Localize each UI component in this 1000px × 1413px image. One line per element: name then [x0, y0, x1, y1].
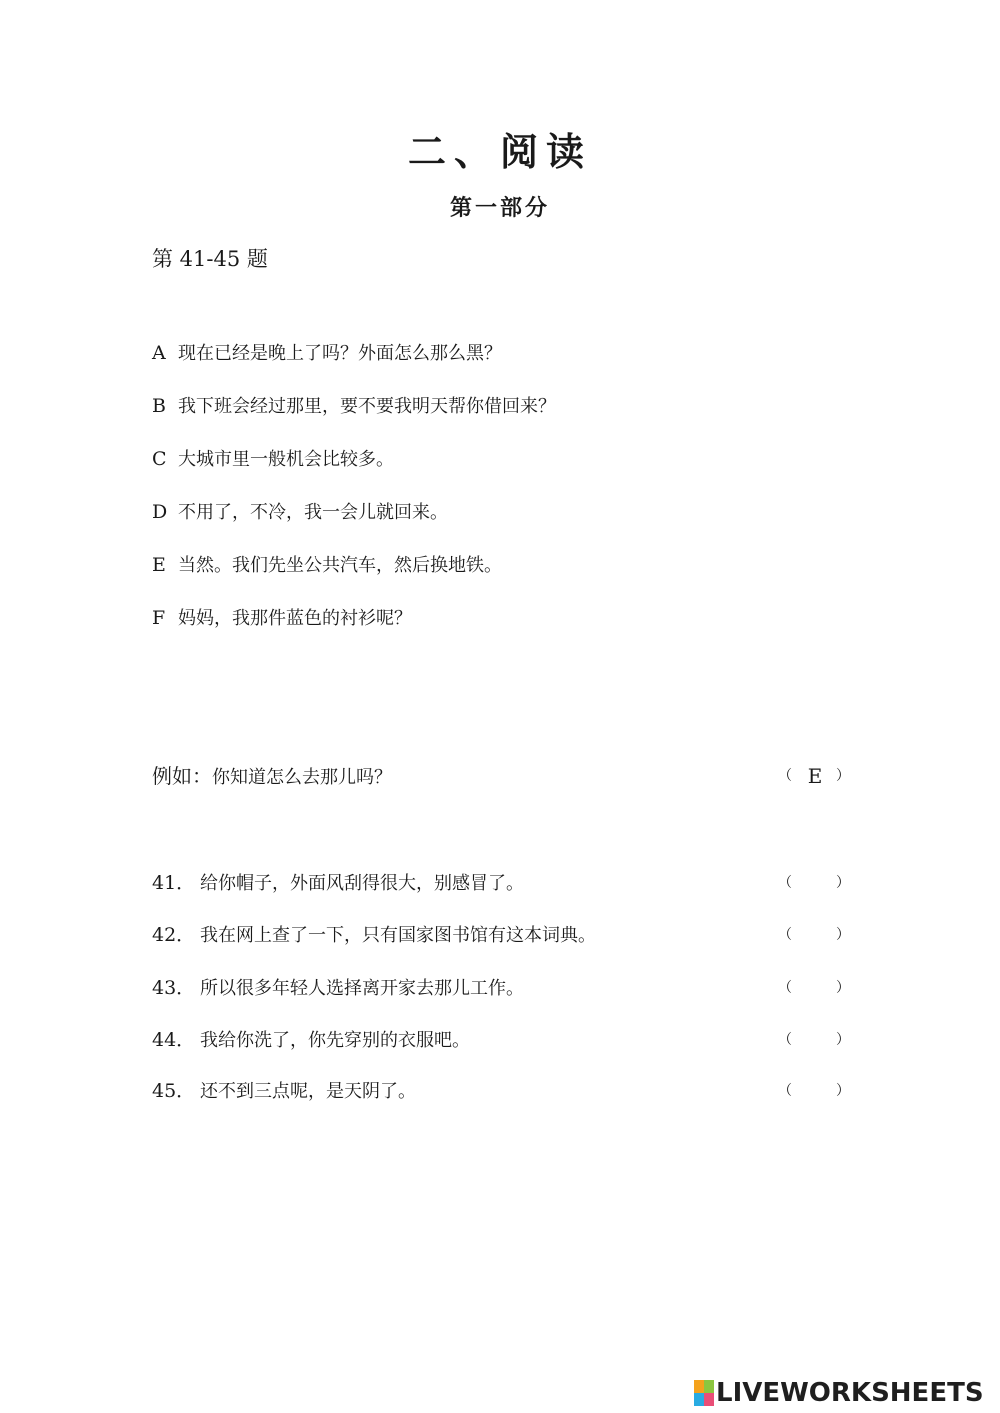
option-letter: C [152, 448, 167, 470]
option-b [152, 393, 556, 420]
option-f [152, 605, 412, 632]
question-text: 给你帽子，外面风刮得很大，别感冒了。 [200, 873, 524, 894]
option-text: 大城市里一般机会比较多。 [178, 449, 394, 470]
option-letter: D [152, 501, 168, 523]
option-text: 当然。我们先坐公共汽车，然后换地铁。 [178, 555, 502, 576]
page-title: 二、阅读 [407, 130, 592, 174]
logo-square-2 [704, 1380, 714, 1393]
paren-close: ） [836, 1083, 850, 1099]
logo-square-3 [694, 1393, 704, 1406]
liveworksheets-logo [694, 1376, 984, 1410]
paren-close: ） [836, 768, 850, 784]
question-41 [152, 869, 852, 897]
paren-open: （ [778, 875, 792, 891]
example-label: 例如： [152, 764, 212, 788]
paren-close: ） [836, 1032, 850, 1048]
example-row [152, 762, 852, 790]
answer-blank[interactable] [778, 974, 852, 1002]
paren-open: （ [778, 927, 792, 943]
question-text: 还不到三点呢，是天阴了。 [200, 1081, 416, 1102]
option-text: 妈妈，我那件蓝色的衬衫呢？ [178, 608, 412, 629]
question-text: 我给你洗了，你先穿别的衣服吧。 [200, 1030, 470, 1051]
question-number: 44． [152, 1029, 196, 1051]
example-answer-box [778, 762, 852, 790]
example-text: 你知道怎么去那儿吗？ [212, 767, 392, 788]
question-range: 第 41-45 题 [152, 247, 268, 271]
option-text: 我下班会经过那里，要不要我明天帮你借回来？ [178, 396, 556, 417]
question-43 [152, 974, 852, 1002]
example-answer: E [807, 764, 823, 788]
option-letter: F [152, 607, 166, 629]
answer-blank[interactable] [778, 869, 852, 897]
logo-square-1 [694, 1380, 704, 1393]
question-number: 41． [152, 872, 196, 894]
option-letter: E [152, 554, 166, 576]
answer-blank[interactable] [778, 1077, 852, 1105]
question-text: 所以很多年轻人选择离开家去那儿工作。 [200, 978, 524, 999]
question-number: 45． [152, 1080, 196, 1102]
logo-square-4 [704, 1393, 714, 1406]
option-letter: A [152, 342, 166, 364]
paren-close: ） [836, 875, 850, 891]
question-text: 我在网上查了一下，只有国家图书馆有这本词典。 [200, 925, 596, 946]
option-c [152, 446, 394, 473]
option-text: 现在已经是晚上了吗？外面怎么那么黑？ [178, 343, 502, 364]
question-number: 43． [152, 977, 196, 999]
paren-open: （ [778, 1083, 792, 1099]
option-e [152, 552, 502, 579]
section-subtitle: 第一部分 [449, 196, 550, 221]
option-d [152, 499, 448, 526]
logo-text: LIVEWORKSHEETS [716, 1378, 984, 1408]
logo-icon [694, 1380, 714, 1406]
paren-open: （ [778, 1032, 792, 1048]
paren-open: （ [778, 980, 792, 996]
question-number: 42． [152, 924, 196, 946]
option-a [152, 340, 502, 367]
answer-blank[interactable] [778, 921, 852, 949]
question-45 [152, 1077, 852, 1105]
paren-close: ） [836, 980, 850, 996]
answer-blank[interactable] [778, 1026, 852, 1054]
option-letter: B [152, 395, 166, 417]
question-44 [152, 1026, 852, 1054]
paren-close: ） [836, 927, 850, 943]
paren-open: （ [778, 768, 792, 784]
option-text: 不用了，不冷，我一会儿就回来。 [178, 502, 448, 523]
question-42 [152, 921, 852, 949]
